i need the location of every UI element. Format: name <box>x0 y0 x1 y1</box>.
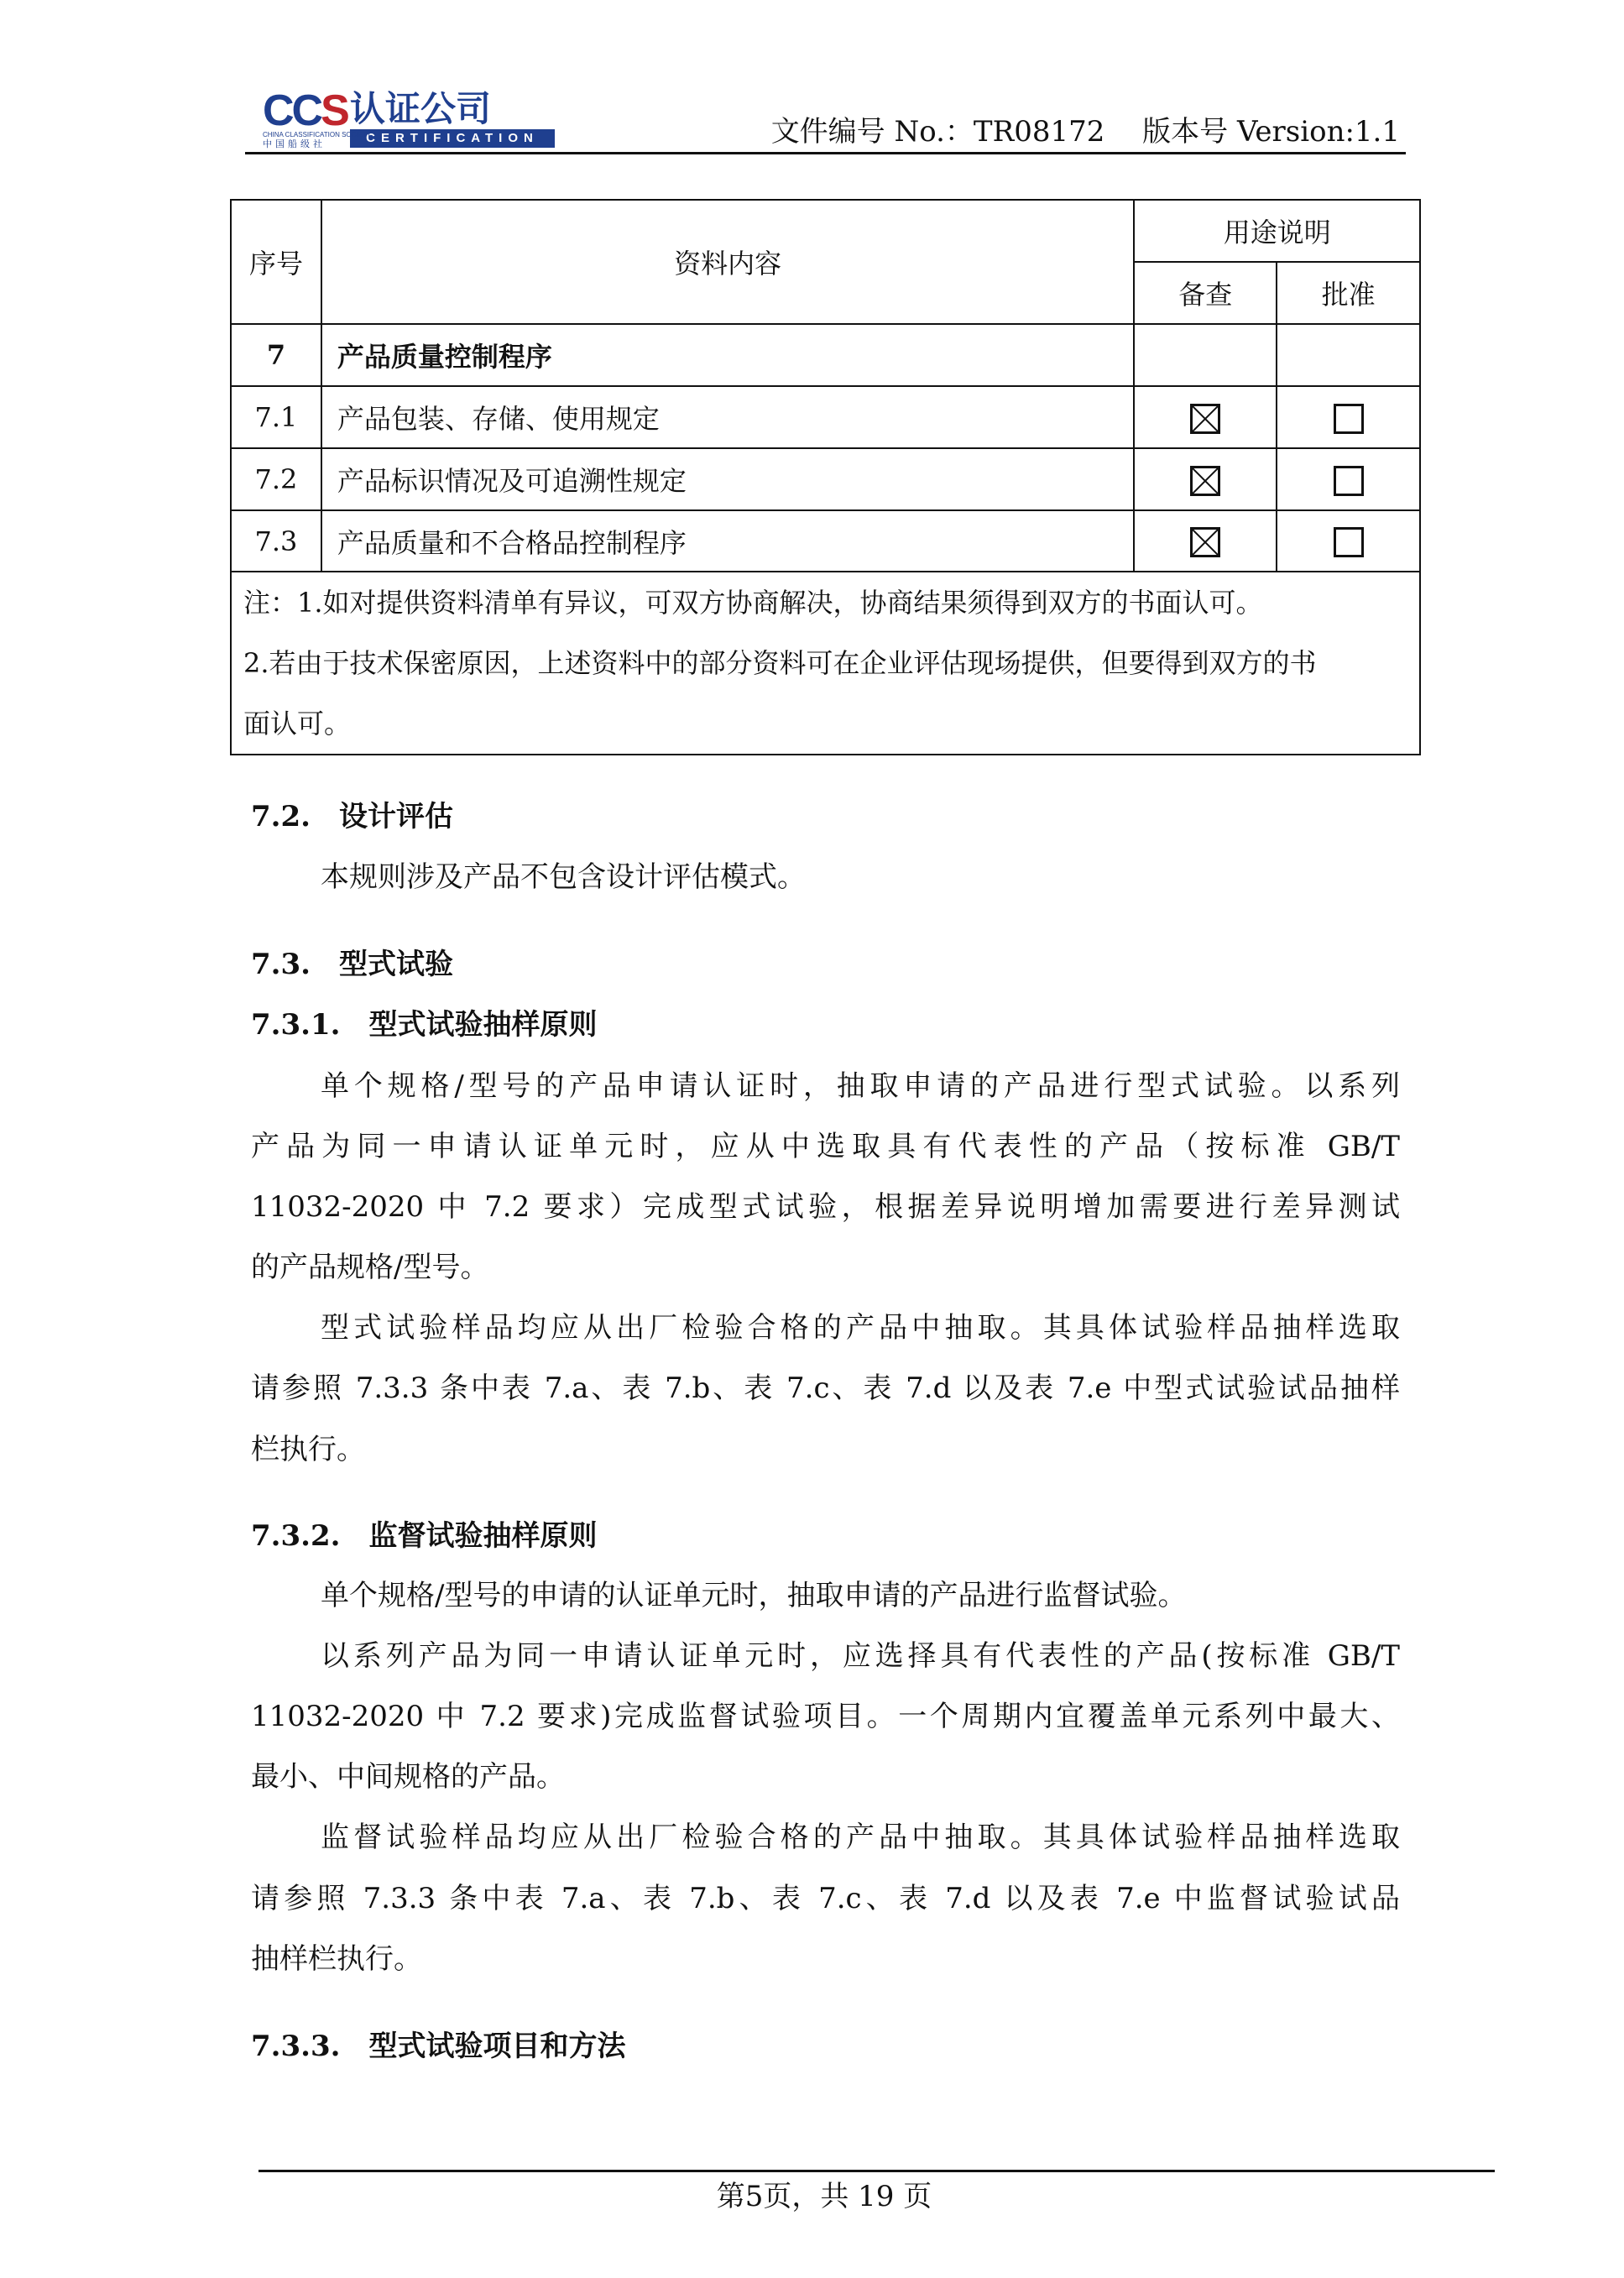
checked-box-icon[interactable] <box>1190 404 1220 434</box>
header-approve: 批准 <box>1277 262 1420 324</box>
header-divider <box>245 152 1406 154</box>
heading-7-3-2: 7.3.2. 监督试验抽样原则 <box>251 1519 598 1553</box>
paragraph-line: 11032-2020 中 7.2 要求)完成监督试验项目。一个周期内宜覆盖单元系列中最大、 <box>251 1700 1400 1733</box>
checked-box-icon[interactable] <box>1190 527 1220 557</box>
paragraph-line: 抽样栏执行。 <box>251 1942 422 1976</box>
heading-7-3-3: 7.3.3. 型式试验项目和方法 <box>251 2030 626 2063</box>
materials-table <box>230 199 1421 755</box>
paragraph-line: 单个规格/型号的申请的认证单元时，抽取申请的产品进行监督试验。 <box>321 1579 1187 1612</box>
paragraph-line: 单个规格/型号的产品申请认证时，抽取申请的产品进行型式试验。以系列 <box>321 1069 1400 1103</box>
heading-7-3: 7.3. 型式试验 <box>251 948 453 981</box>
unchecked-box-icon[interactable] <box>1334 466 1364 496</box>
table-row: 7.1 产品包装、存储、使用规定 <box>231 386 1420 448</box>
document-number: 文件编号 No.：TR08172 版本号 Version:1.1 <box>770 115 1400 149</box>
checked-box-icon[interactable] <box>1190 466 1220 496</box>
table-row: 7 产品质量控制程序 <box>231 324 1420 386</box>
paragraph-line: 产品为同一申请认证单元时，应从中选取具有代表性的产品（按标准 GB/T <box>251 1130 1400 1163</box>
paragraph: 本规则涉及产品不包含设计评估模式。 <box>321 860 806 894</box>
table-row: 7.2 产品标识情况及可追溯性规定 <box>231 448 1420 510</box>
footer-divider <box>258 2170 1495 2172</box>
paragraph-line: 最小、中间规格的产品。 <box>251 1760 565 1794</box>
heading-7-3-1: 7.3.1. 型式试验抽样原则 <box>251 1008 598 1042</box>
table-row: 7.3 产品质量和不合格品控制程序 <box>231 510 1420 572</box>
paragraph-line: 监督试验样品均应从出厂检验合格的产品中抽取。其具体试验样品抽样选取 <box>321 1821 1400 1854</box>
paragraph-line: 请参照 7.3.3 条中表 7.a、表 7.b、表 7.c、表 7.d 以及表 7.e 中监督试验试品 <box>251 1882 1400 1915</box>
unchecked-box-icon[interactable] <box>1334 527 1364 557</box>
header-usage: 用途说明 <box>1134 200 1420 262</box>
paragraph-line: 型式试验样品均应从出厂检验合格的产品中抽取。其具体试验样品抽样选取 <box>321 1311 1400 1345</box>
paragraph-line: 的产品规格/型号。 <box>251 1251 489 1284</box>
ccs-logo: CCS 认证公司 CERTIFICATION CHINA CLASSIFICATION SOCIETY 中国船级社 <box>263 87 556 149</box>
paragraph-line: 以系列产品为同一申请认证单元时，应选择具有代表性的产品(按标准 GB/T <box>321 1639 1400 1673</box>
paragraph-line: 栏执行。 <box>251 1433 365 1466</box>
header-content: 资料内容 <box>321 200 1135 324</box>
paragraph-line: 11032-2020 中 7.2 要求）完成型式试验，根据差异说明增加需要进行差异测试 <box>251 1190 1400 1224</box>
header-check: 备查 <box>1134 262 1277 324</box>
page-number: 第5页，共 19 页 <box>716 2180 932 2213</box>
heading-7-2: 7.2. 设计评估 <box>251 800 453 833</box>
paragraph-line: 请参照 7.3.3 条中表 7.a、表 7.b、表 7.c、表 7.d 以及表 7.e 中型式试验试品抽样 <box>251 1372 1400 1405</box>
table-notes: 注：1.如对提供资料清单有异议，可双方协商解决，协商结果须得到双方的书面认可。 2.若由于技术保密原因，上述资料中的部分资料可在企业评估现场提供，但要得到双方的书 面认可。 <box>231 572 1420 755</box>
header-no: 序号 <box>231 200 321 324</box>
unchecked-box-icon[interactable] <box>1334 404 1364 434</box>
